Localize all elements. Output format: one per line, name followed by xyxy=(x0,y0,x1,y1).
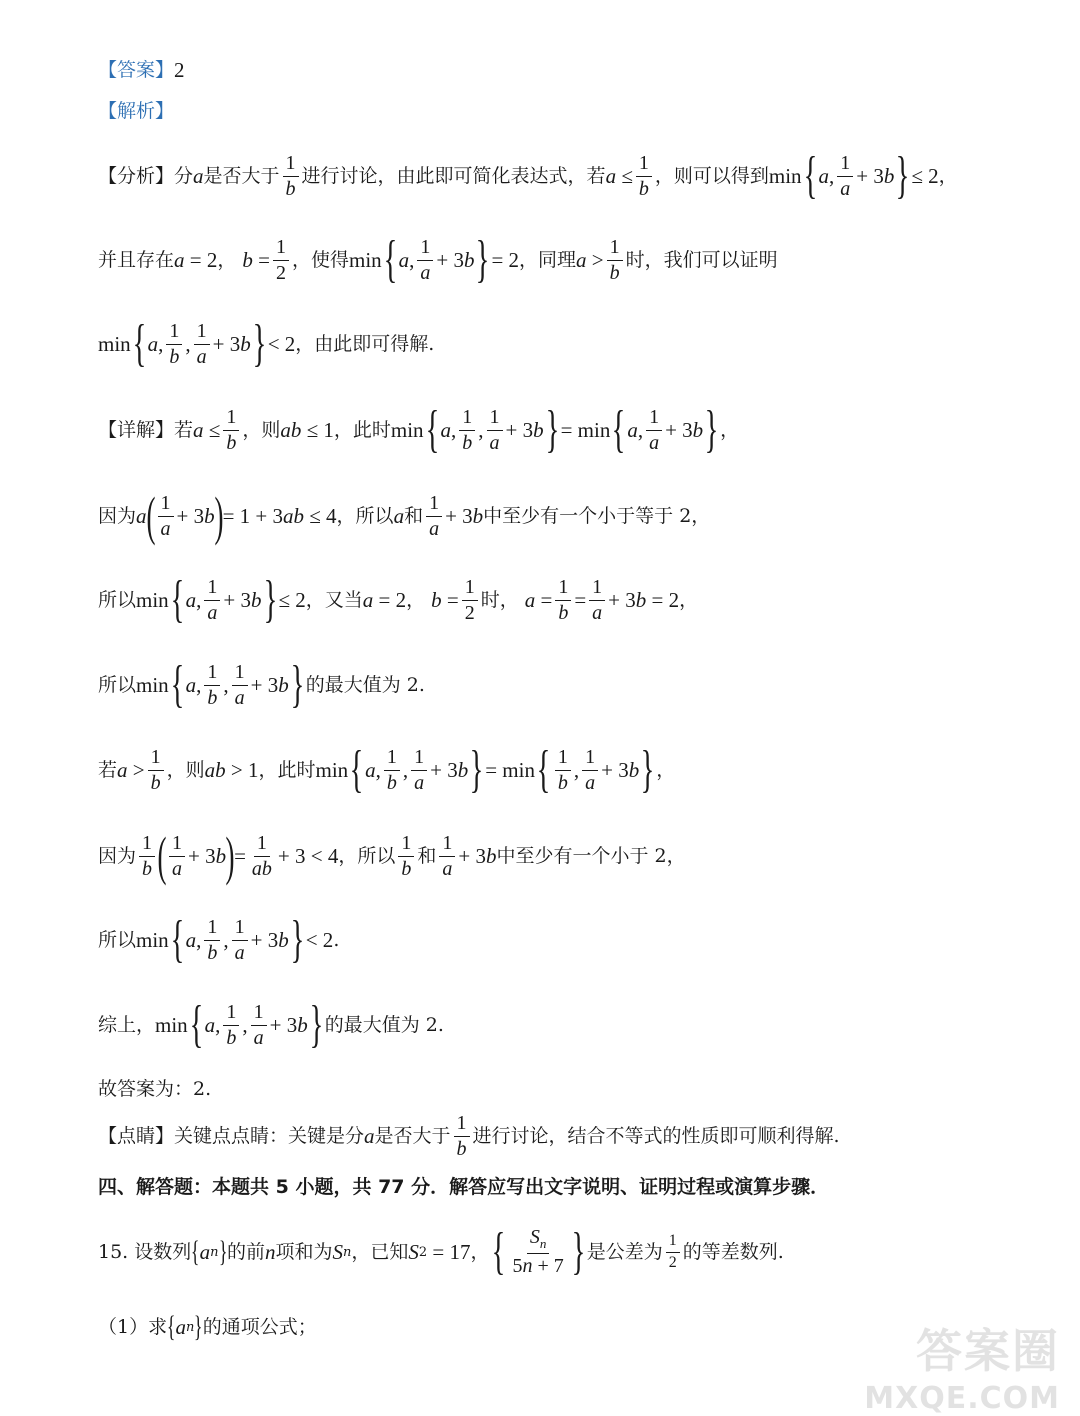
xiangjie-line-4: 所以 min { a , 1 b , 1 a + 3b } 的最大值为 2. xyxy=(98,656,425,713)
dianjing-line: 【点睛】 关键点点睛：关键是分 a 是否大于 1 b 进行讨论，结合不等式的性质即可顺利得解. xyxy=(98,1112,840,1160)
xiangjie-line-7: 所以 min { a , 1 b , 1 a + 3b } < 2 . xyxy=(98,911,340,968)
conclusion-line xyxy=(98,1080,1020,1099)
answer-value: 2 xyxy=(174,58,185,82)
xiangjie-line-5: 若 a > 1 b ，则 ab > 1 ，此时 min { a , 1 b , 1 a + 3b } = min { 1 b , 1 a + 3b } ， xyxy=(98,741,676,798)
xiangjie-line-2: 因为 a ( 1 a + 3b ) = 1 + 3ab ≤ 4 ，所以 a 和 1 a + 3b 中至少有一个小于等于 2， xyxy=(98,486,711,546)
fenxi-line-3: min { a , 1 b , 1 a + 3b } < 2 ，由此即可得解. xyxy=(98,315,435,372)
question-15: 15. 设数列 { a n } 的前 n 项和为 S n ，已知 S 2 = 17 ， { $S_n$ 5n + 7 } 是公差为 1 2 的等差数列. xyxy=(98,1223,784,1280)
answer-line xyxy=(98,60,1020,81)
analysis-line xyxy=(98,102,1020,121)
fenxi-tag: 【分析】 xyxy=(98,164,175,187)
xiangjie-line-6: 因为 1 b ( 1 a + 3b ) = $\frac{1}{ab}$ + 3 < 4 ，所以 1 b 和 1 a + 3b 中至少有一个小于 2， xyxy=(98,826,686,886)
question-15-part-1: （1）求 { a n } 的通项公式； xyxy=(98,1310,317,1343)
xiangjie-line-8: 综上， min { a , 1 b , 1 a + 3b } 的最大值为 2. xyxy=(98,996,444,1053)
fraction: 1 b xyxy=(283,152,299,201)
fenxi-line-1: 【分析】 分 a 是否大于 1 b 进行讨论，由此即可简化表达式，若 a ≤ $\frac{1}{b}$ ，则可以得到 min { a , 1 a + 3b } ≤ 2 ， xyxy=(98,147,958,204)
dianjing-tag: 【点睛】 xyxy=(98,1125,175,1147)
conclusion-text: 故答案为：2. xyxy=(98,1078,212,1100)
answer-tag: 【答案】 xyxy=(98,59,175,81)
analysis-tag: 【解析】 xyxy=(98,100,175,122)
watermark-logo: 答案圈 MXQE.COM xyxy=(864,1324,1060,1416)
xiangjie-line-1: 【详解】 若 a ≤ $\frac{1}{b}$ ，则 ab ≤ 1 ，此时 min { a , 1 b , 1 a + 3b } = min { a , 1 a + 3b } ， xyxy=(98,401,740,458)
xiangjie-line-3: 所以 min { a , 1 a + 3b } ≤ 2 ，又当 a = 2 ， b = $\frac{1}{2}$ 时， a = $\frac{1}{b}$ = $\frac{1}{a}$ + 3b = 2 ， xyxy=(98,571,699,628)
section-heading: 四、解答题：本题共 5 小题，共 77 分．解答应写出文字说明、证明过程或演算步骤． xyxy=(98,1176,830,1198)
fenxi-line-2: 并且存在 a = 2 ， b = $\frac{1}{2}$ ，使得 min { a , 1 a + 3b } = 2 ，同理 a > 1 b 时，我们可以证明 xyxy=(98,231,778,288)
xiangjie-tag: 【详解】 xyxy=(98,418,175,441)
